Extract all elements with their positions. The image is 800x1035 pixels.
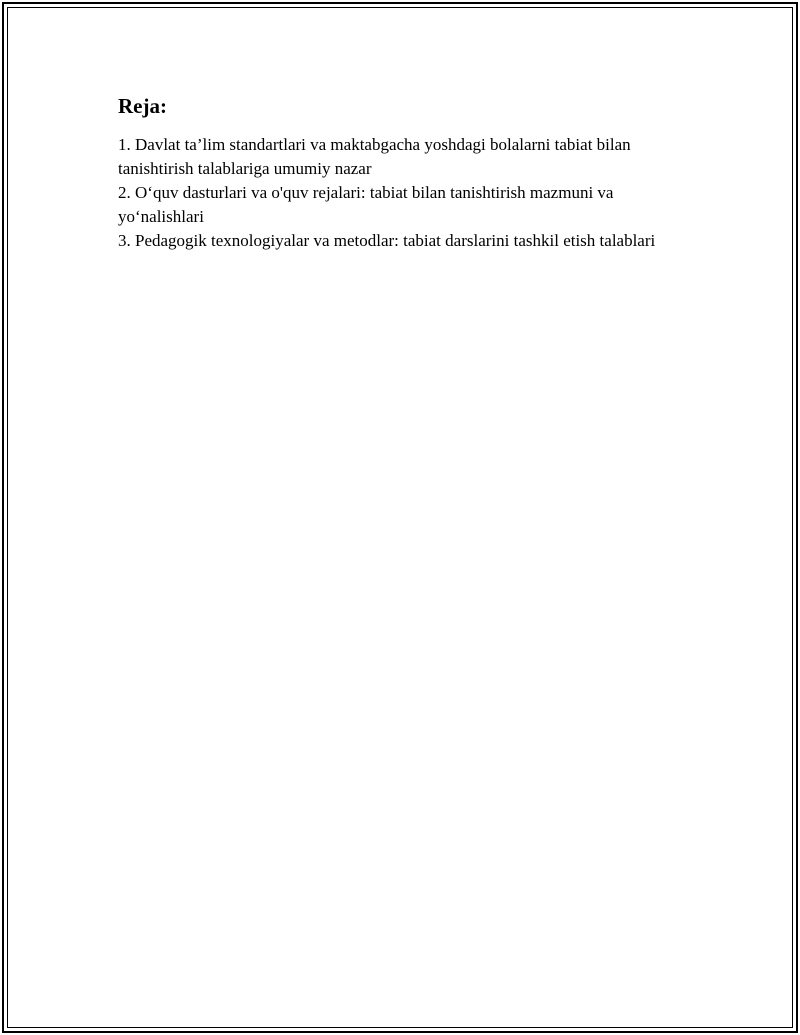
plan-item-3: 3. Pedagogik texnologiyalar va metodlar: tabiat darslarini tashkil etish talablari: [118, 231, 656, 250]
plan-item-2: 2. O‘quv dasturlari va o'quv rejalari: tabiat bilan tanishtirish mazmuni va yo‘nalishlari: [118, 183, 614, 226]
page-heading: Reja:: [118, 94, 167, 118]
page-content: [118, 92, 698, 253]
plan-item-1: 1. Davlat ta’lim standartlari va maktabgacha yoshdagi bolalarni tabiat bilan tanishtirish talablariga umumiy nazar: [118, 135, 631, 178]
plan-list: [118, 133, 698, 253]
